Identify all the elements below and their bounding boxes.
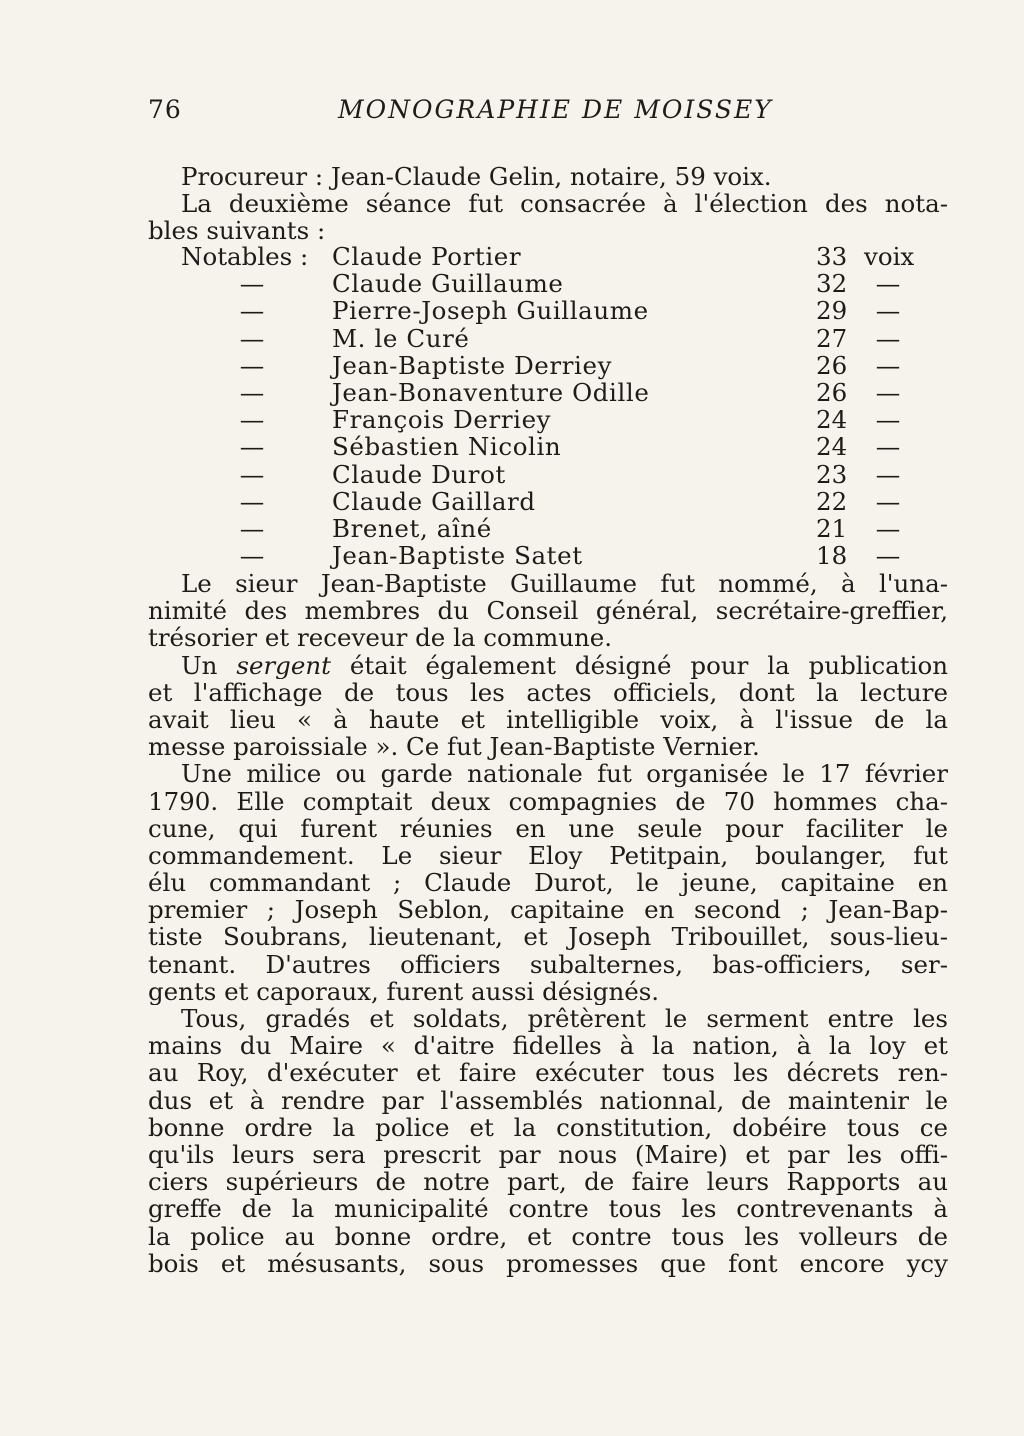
ditto-dash: —: [239, 323, 265, 353]
text-line: bles suivants :: [148, 217, 326, 245]
notable-votes: 26: [816, 377, 848, 407]
text-line: trésorier et receveur de la commune.: [148, 624, 613, 652]
ditto-dash: —: [875, 405, 901, 435]
text-fragment: Un: [181, 651, 237, 679]
ditto-dash: —: [239, 432, 265, 462]
text-line: Tous, gradés et soldats, prêtèrent le serment entre les: [181, 1005, 948, 1033]
ditto-dash: —: [239, 296, 265, 326]
ditto-dash: —: [875, 432, 901, 462]
notable-row: [148, 352, 948, 379]
text-line: [148, 652, 948, 679]
notable-votes: 32: [816, 269, 848, 299]
text-line: avait lieu « à haute et intelligible voix, à l'issue de la: [148, 705, 948, 734]
page-number: 76: [148, 95, 182, 124]
notable-votes: 22: [816, 486, 848, 516]
text-line: ciers supérieurs de notre part, de faire leurs Rapports au: [148, 1168, 948, 1196]
text-line: bois et mésusants, sous promesses que font encore ycy: [148, 1249, 948, 1277]
ditto-dash: —: [239, 350, 265, 380]
text-line: premier ; Joseph Seblon, capitaine en second ; Jean-Bap-: [148, 896, 948, 924]
notable-row: [148, 433, 948, 460]
notable-name: Claude Portier: [332, 242, 522, 271]
notable-votes: 23: [816, 459, 848, 489]
notable-row: [148, 461, 948, 488]
notable-row: [148, 325, 948, 352]
ditto-dash: —: [875, 459, 901, 489]
notable-name: Jean-Baptiste Derriey: [332, 350, 613, 380]
ditto-dash: —: [239, 377, 265, 407]
notable-name: Jean-Baptiste Satet: [332, 541, 583, 571]
ditto-dash: —: [875, 350, 901, 380]
ditto-dash: —: [239, 513, 265, 543]
ditto-dash: —: [875, 323, 901, 353]
text-line: tiste Soubrans, lieutenant, et Joseph Tribouillet, sous-lieu-: [148, 923, 948, 951]
notable-votes: 18: [816, 541, 848, 571]
notable-name: Brenet, aîné: [332, 513, 492, 543]
text-line: mains du Maire « d'aitre fidelles à la nation, à la loy et: [148, 1032, 948, 1060]
text-line: 1790. Elle comptait deux compagnies de 70 hommes cha-: [148, 787, 948, 815]
notable-name: M. le Curé: [332, 323, 470, 353]
notables-list: [148, 243, 948, 569]
notable-name: Claude Guillaume: [332, 269, 564, 299]
text-line: la police au bonne ordre, et contre tous les volleurs de: [148, 1222, 948, 1250]
text-line: au Roy, d'exécuter et faire exécuter tous les décrets ren-: [148, 1059, 948, 1087]
ditto-dash: —: [239, 459, 265, 489]
ditto-dash: —: [875, 296, 901, 326]
italic-word: sergent: [236, 651, 331, 679]
notable-name: François Derriey: [332, 405, 552, 435]
notable-votes: 33: [816, 242, 848, 271]
notable-name: Claude Durot: [332, 459, 506, 489]
ditto-dash: —: [875, 377, 901, 407]
notable-row: [148, 270, 948, 297]
ditto-dash: —: [875, 513, 901, 543]
notable-votes: 24: [816, 405, 848, 435]
notable-row: [148, 379, 948, 406]
ditto-dash: —: [239, 269, 265, 299]
text-line: élu commandant ; Claude Durot, le jeune, capitaine en: [148, 869, 948, 897]
notable-votes: 21: [816, 513, 848, 543]
text-line: greffe de la municipalité contre tous les contrevenants à: [148, 1195, 948, 1223]
ditto-dash: —: [875, 486, 901, 516]
text-line: dus et à rendre par l'assemblés nationnal, de maintenir le: [148, 1086, 948, 1114]
text-line: commandement. Le sieur Eloy Petitpain, boulanger, fut: [148, 841, 948, 870]
running-title: MONOGRAPHIE DE MOISSEY: [338, 95, 773, 124]
text-line: tenant. D'autres officiers subalternes, bas-officiers, ser-: [148, 950, 948, 978]
notable-name: Jean-Bonaventure Odille: [332, 377, 650, 407]
ditto-dash: —: [875, 269, 901, 299]
notable-row: [148, 542, 948, 569]
paragraph-secretary: [148, 570, 948, 652]
votes-unit: voix: [864, 242, 915, 271]
text-line: et l'affichage de tous les actes officiels, dont la lecture: [148, 678, 948, 706]
notable-votes: 26: [816, 350, 848, 380]
notable-votes: 29: [816, 296, 848, 326]
notable-votes: 27: [816, 323, 848, 353]
text-fragment: était également désigné pour la publication: [330, 651, 948, 679]
text-line: cune, qui furent réunies en une seule pour faciliter le: [148, 814, 948, 842]
text-line: Une milice ou garde nationale fut organisée le 17 février: [181, 760, 948, 788]
ditto-dash: —: [239, 405, 265, 435]
text-line: messe paroissiale ». Ce fut Jean-Baptiste Vernier.: [148, 733, 760, 761]
notable-row: [148, 243, 948, 270]
ditto-dash: —: [239, 541, 265, 571]
notable-name: Pierre-Joseph Guillaume: [332, 296, 649, 326]
paragraph-sergent: [148, 652, 948, 761]
text-line: La deuxième séance fut consacrée à l'élection des nota-: [181, 190, 948, 218]
text-line: Le sieur Jean-Baptiste Guillaume fut nommé, à l'una-: [181, 570, 948, 598]
text-line: bonne ordre la police et la constitution, dobéire tous ce: [148, 1113, 948, 1141]
body-paragraphs: [148, 570, 948, 1277]
notable-row: [148, 515, 948, 542]
notable-row: [148, 406, 948, 433]
notable-name: Sébastien Nicolin: [332, 432, 562, 462]
page-header: [148, 95, 948, 135]
paragraph-milice: [148, 760, 948, 1005]
intro-block: [148, 163, 948, 245]
text-line: nimité des membres du Conseil général, secrétaire-greffier,: [148, 597, 948, 625]
ditto-dash: —: [239, 486, 265, 516]
notable-votes: 24: [816, 432, 848, 462]
text-line: Procureur : Jean-Claude Gelin, notaire, 59 voix.: [181, 163, 772, 191]
notables-label: Notables :: [181, 242, 309, 271]
notable-row: [148, 297, 948, 324]
ditto-dash: —: [875, 541, 901, 571]
notable-name: Claude Gaillard: [332, 486, 536, 516]
notable-row: [148, 488, 948, 515]
text-line: qu'ils leurs sera prescrit par nous (Maire) et par les offi-: [148, 1140, 948, 1169]
text-line: gents et caporaux, furent aussi désignés.: [148, 977, 660, 1005]
paragraph-serment: [148, 1005, 948, 1277]
